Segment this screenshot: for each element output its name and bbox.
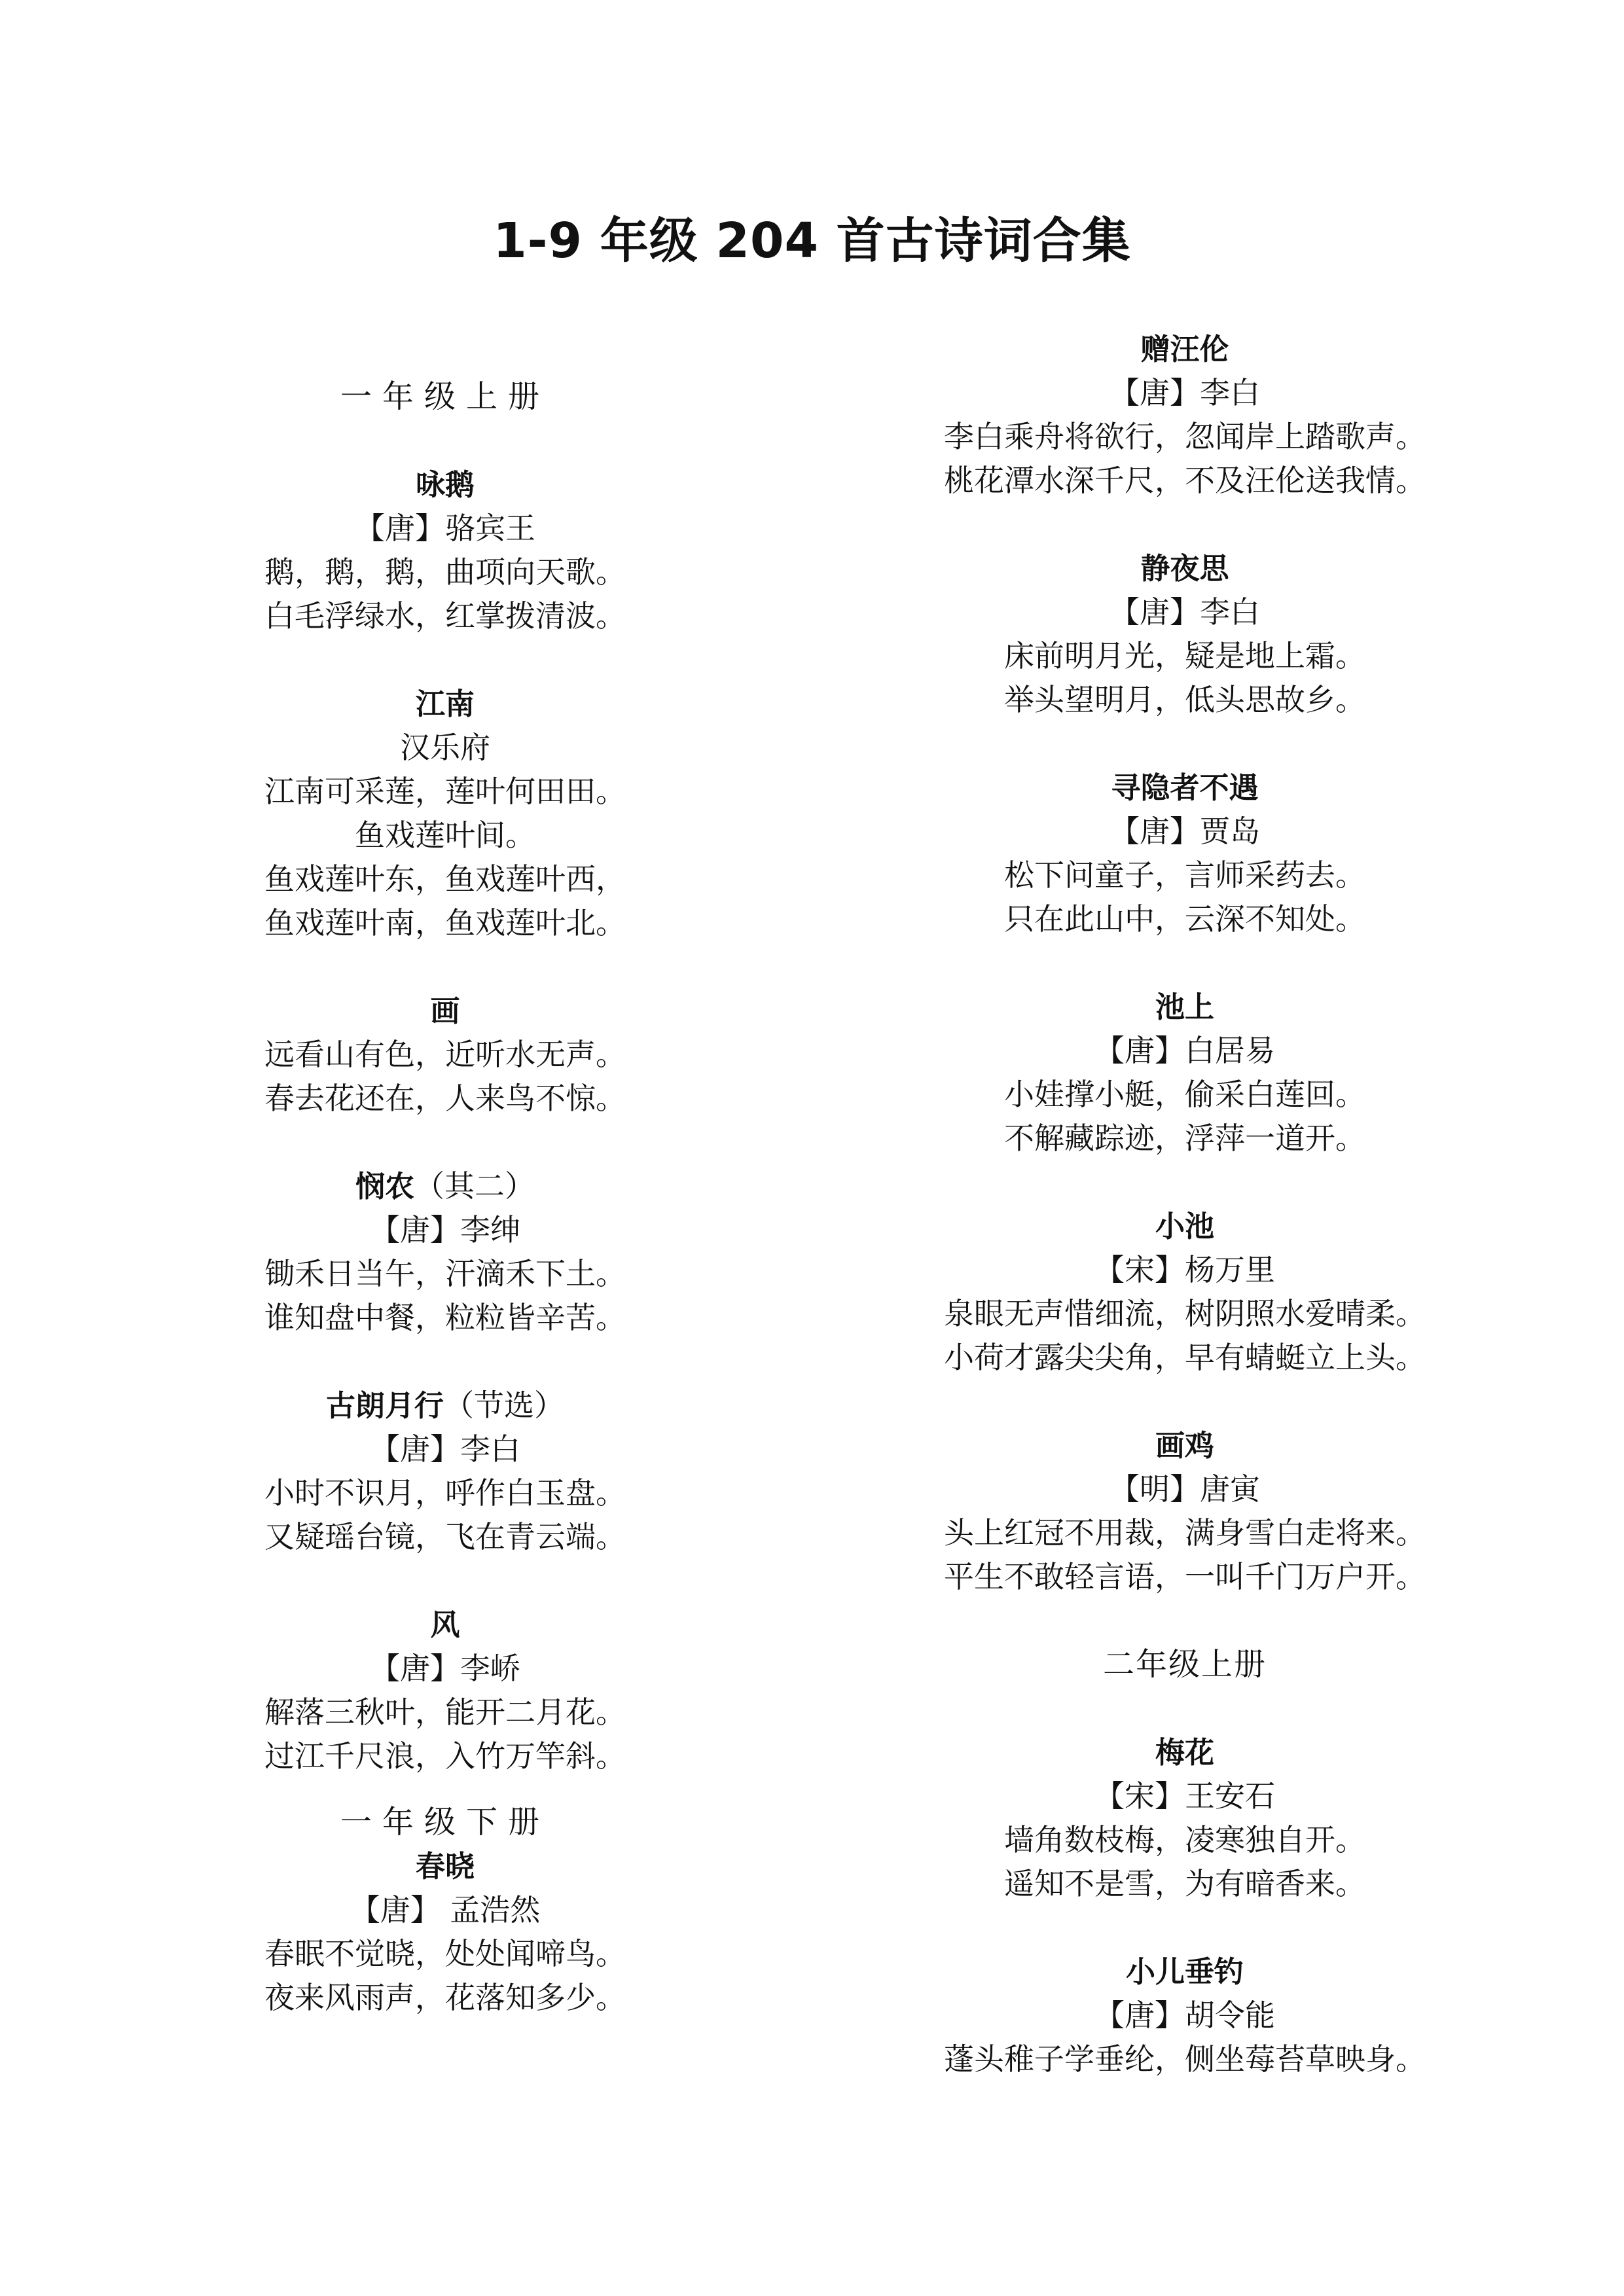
poem-block (196, 989, 694, 1121)
right-column (890, 327, 1479, 2081)
poem-line: 蓬头稚子学垂纶，侧坐莓苔草映身。 (944, 2041, 1426, 2077)
poem-title-note: （其二） (414, 1168, 535, 1204)
poem-block (890, 1950, 1479, 2081)
poem-block (196, 1603, 694, 1778)
section-heading: 一年级上册 (340, 378, 550, 415)
poem-line: 举头望明月，低头思故乡。 (1004, 682, 1365, 717)
poem-block (196, 463, 694, 638)
poem-author: 【唐】李峤 (370, 1651, 520, 1686)
poem-line: 墙角数枝梅，凌寒独自开。 (1004, 1822, 1365, 1857)
poem-title: 画鸡 (1155, 1428, 1214, 1463)
poem-author: 【唐】 孟浩然 (350, 1892, 541, 1928)
poem-line: 床前明月光，疑是地上霜。 (1004, 638, 1365, 673)
poem-line: 春眠不觉晓，处处闻啼鸟。 (264, 1936, 626, 1971)
poem-line: 泉眼无声惜细流，树阴照水爱晴柔。 (944, 1296, 1426, 1331)
poem-title: 池上 (1155, 990, 1214, 1024)
poem-block (196, 682, 694, 945)
poem-title: 江南 (415, 687, 475, 721)
poem-title: 春晓 (415, 1849, 475, 1884)
document-title: 1-9 年级 204 首古诗词合集 (493, 213, 1131, 269)
poem-line: 过江千尺浪，入竹万竿斜。 (264, 1738, 626, 1774)
poem-block (196, 1844, 694, 2020)
poem-title: 小儿垂钓 (1125, 1954, 1244, 1989)
poem-block (890, 1424, 1479, 1599)
poem-author: 【唐】白居易 (1094, 1033, 1275, 1068)
poem-line: 小娃撑小艇，偷采白莲回。 (1004, 1077, 1365, 1112)
poem-title: 寻隐者不遇 (1111, 770, 1259, 805)
poem-line: 小荷才露尖尖角，早有蜻蜓立上头。 (944, 1340, 1426, 1375)
poem-block (890, 985, 1479, 1160)
poem-title-row (196, 1164, 694, 1208)
poem-line: 谁知盘中餐，粒粒皆辛苦。 (264, 1300, 626, 1335)
poem-line: 鱼戏莲叶间。 (355, 817, 535, 853)
poem-line: 远看山有色，近听水无声。 (264, 1037, 626, 1072)
poem-author: 【宋】杨万里 (1094, 1252, 1275, 1287)
poem-author: 【唐】李白 (370, 1431, 520, 1467)
poem-title: 小池 (1155, 1209, 1214, 1244)
poem-line: 桃花潭水深千尺，不及汪伦送我情。 (944, 463, 1426, 498)
poem-line: 锄禾日当午，汗滴禾下土。 (264, 1256, 626, 1291)
poem-line: 松下问童子，言师采药去。 (1004, 857, 1365, 893)
section-heading: 二年级上册 (1102, 1646, 1267, 1683)
poem-block (196, 1384, 694, 1559)
poem-block (890, 547, 1479, 722)
poem-line: 李白乘舟将欲行，忽闻岸上踏歌声。 (944, 419, 1426, 454)
poem-title: 风 (430, 1607, 460, 1642)
poem-title: 画 (430, 994, 460, 1028)
poem-author: 【唐】贾岛 (1110, 814, 1260, 849)
poem-line: 解落三秋叶，能开二月花。 (264, 1695, 626, 1730)
poem-title: 悯农 (355, 1169, 414, 1204)
poem-title-row (196, 1384, 694, 1427)
poem-author: 【唐】李绅 (370, 1212, 520, 1247)
poem-line: 不解藏踪迹，浮萍一道开。 (1004, 1121, 1365, 1156)
poem-author: 【宋】王安石 (1094, 1778, 1275, 1814)
poem-line: 鱼戏莲叶东，鱼戏莲叶西， (264, 861, 626, 897)
poem-line: 江南可采莲，莲叶何田田。 (264, 774, 626, 809)
poem-author: 【唐】骆宾王 (355, 511, 535, 546)
poem-line: 鹅，鹅，鹅，曲项向天歌。 (264, 554, 626, 590)
poem-author: 【唐】李白 (1110, 375, 1260, 410)
poem-line: 又疑瑶台镜，飞在青云端。 (264, 1519, 626, 1554)
poem-line: 夜来风雨声，花落知多少。 (264, 1980, 626, 2015)
poem-title: 古朗月行 (325, 1388, 444, 1423)
poem-title-note: （节选） (444, 1388, 564, 1423)
poem-block (890, 327, 1479, 503)
poem-author: 汉乐府 (400, 730, 490, 765)
poem-line: 头上红冠不用裁，满身雪白走将来。 (944, 1515, 1426, 1551)
poem-title: 梅花 (1155, 1735, 1214, 1770)
poem-title: 静夜思 (1140, 551, 1229, 586)
poem-line: 小时不识月，呼作白玉盘。 (264, 1475, 626, 1511)
poem-block (196, 1164, 694, 1340)
poem-line: 鱼戏莲叶南，鱼戏莲叶北。 (264, 905, 626, 941)
poem-title: 咏鹅 (415, 467, 475, 502)
poem-block (890, 1731, 1479, 1906)
poem-line: 只在此山中，云深不知处。 (1004, 901, 1365, 937)
poem-author: 【唐】李白 (1110, 594, 1260, 630)
section-heading: 一年级下册 (340, 1804, 550, 1840)
poem-author: 【明】唐寅 (1110, 1471, 1260, 1507)
poem-line: 春去花还在，人来鸟不惊。 (264, 1081, 626, 1116)
poem-line: 遥知不是雪，为有暗香来。 (1004, 1866, 1365, 1901)
poem-block (890, 1204, 1479, 1380)
poem-title: 赠汪伦 (1140, 332, 1229, 367)
poem-line: 白毛浮绿水，红掌拨清波。 (264, 598, 626, 634)
left-column (196, 375, 694, 2020)
poem-block (890, 766, 1479, 941)
poem-line: 平生不敢轻言语，一叫千门万户开。 (944, 1559, 1426, 1594)
poem-author: 【唐】胡令能 (1094, 1998, 1275, 2033)
